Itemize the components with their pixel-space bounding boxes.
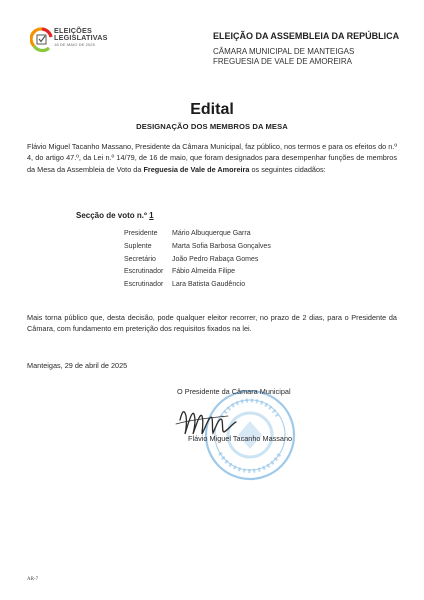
document-subtitle: DESIGNAÇÃO DOS MEMBROS DA MESA xyxy=(136,122,288,131)
section-heading xyxy=(76,211,154,220)
member-name: Mário Albuquerque Garra xyxy=(172,230,251,237)
logo-line-1: ELEIÇÕES xyxy=(54,26,92,35)
member-name: Fábio Almeida Filipe xyxy=(172,268,236,276)
header-parish: FREGUESIA DE VALE DE AMOREIRA xyxy=(213,57,352,66)
section-number: 1 xyxy=(149,211,154,220)
member-role: Presidente xyxy=(124,230,158,237)
intro-text-start: Flávio Miguel Tacanho Massano, Presidente da Câmara Municipal, faz público, nos termos e para os efeitos do n.º 4, do artigo 47.º, da Lei n.º 14/79, de 16 de maio, que foram designados para desempenhar funções de membros da Mesa da Assembleia de Voto da xyxy=(27,142,398,174)
intro-text-end: os seguintes cidadãos: xyxy=(249,164,326,174)
member-row xyxy=(124,281,271,294)
elections-logo xyxy=(30,24,120,66)
logo-line-2: LEGISLATIVAS xyxy=(54,33,108,43)
member-role: Secretário xyxy=(124,255,156,263)
member-role: Escrutinador xyxy=(124,281,164,289)
member-name: Lara Batista Gaudêncio xyxy=(172,281,246,289)
parish-name: Freguesia de Vale de Amoreira xyxy=(143,164,250,174)
intro-paragraph xyxy=(27,141,397,175)
document-title: Edital xyxy=(190,101,234,118)
signatory-role: O Presidente da Câmara Municipal xyxy=(177,387,291,396)
logo-date: 18 DE MAIO DE 2025 xyxy=(54,42,95,48)
member-name: Marta Sofia Barbosa Gonçalves xyxy=(172,242,271,250)
member-row xyxy=(124,268,271,281)
header-municipality: CÂMARA MUNICIPAL DE MANTEIGAS xyxy=(213,47,355,56)
section-label: Secção de voto n.º xyxy=(76,211,150,220)
member-row xyxy=(124,230,271,243)
signatory-name: Flávio Miguel Tacanho Massano xyxy=(188,434,293,443)
member-role: Escrutinador xyxy=(124,268,164,276)
form-code: AR-7 xyxy=(27,577,39,582)
appeal-notice: Mais torna público que, desta decisão, pode qualquer eleitor recorrer, no prazo de 2 dias, para o Presidente da Câmara, com fundamento em preterição dos requisitos fixados na lei. xyxy=(27,313,397,334)
members-table xyxy=(124,230,271,294)
header-title: ELEIÇÃO DA ASSEMBLEIA DA REPÚBLICA xyxy=(213,31,400,41)
member-row xyxy=(124,243,271,256)
member-name: João Pedro Rabaça Gomes xyxy=(172,255,259,263)
member-row xyxy=(124,256,271,269)
elections-logo-icon xyxy=(30,26,54,56)
member-role: Suplente xyxy=(124,242,152,250)
document-date: Manteigas, 29 de abril de 2025 xyxy=(27,361,128,370)
